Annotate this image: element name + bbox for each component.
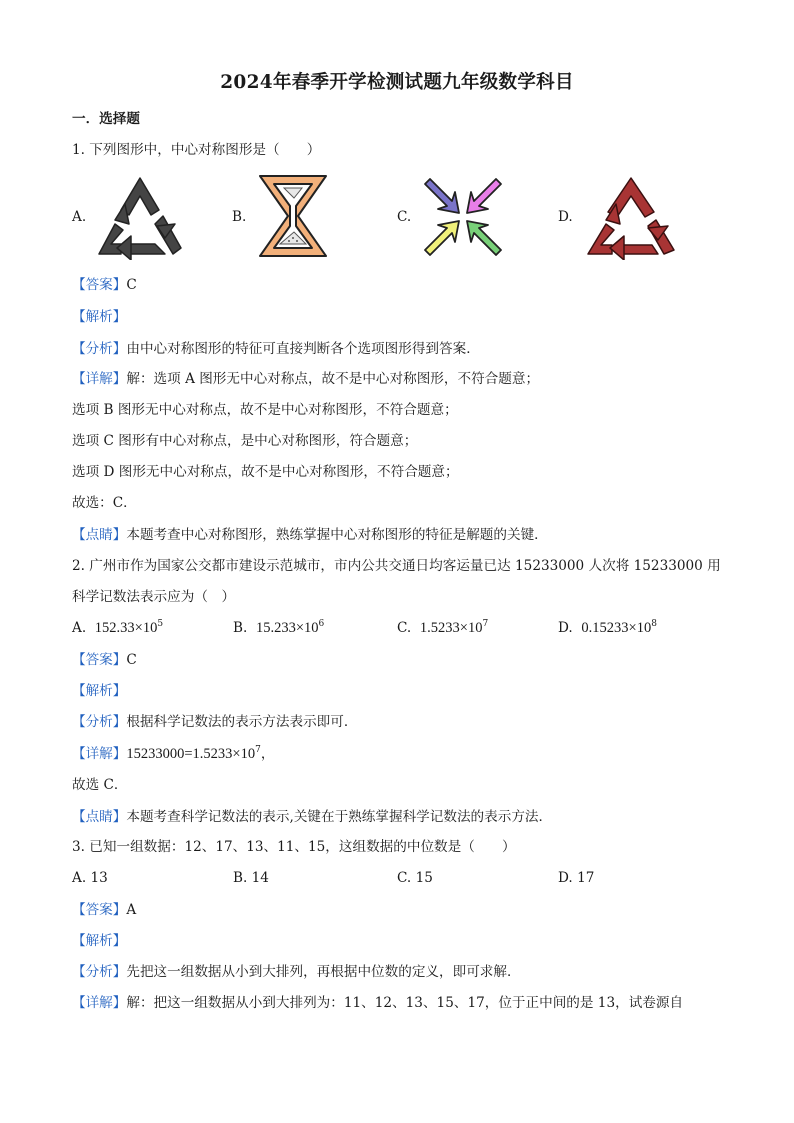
page-title: 2024年春季开学检测试题九年级数学科目 (220, 72, 574, 93)
option-letter: A. (72, 620, 87, 636)
fenxi-tag: 【分析】 (72, 341, 127, 357)
detail-text: 解：把这一组数据从小到大排列为：11、12、13、15、17，位于正中间的是 13，试卷源自 (126, 995, 684, 1011)
answer-value: C (126, 652, 137, 668)
hourglass-icon (256, 172, 330, 260)
detail-tag: 【详解】 (72, 746, 127, 762)
q2-option-b (233, 620, 324, 637)
fenxi-text: 根据科学记数法的表示方法表示即可． (126, 714, 358, 730)
option-base: 1.5233×10 (419, 620, 483, 636)
question-2-stem-cont: 科学记数法表示应为（ ） (72, 589, 236, 605)
option-letter: A. (72, 870, 87, 886)
q3-option-a (72, 870, 108, 886)
answer-tag: 【答案】 (72, 277, 127, 293)
q2-option-c (397, 620, 488, 637)
q1-comment (72, 526, 548, 544)
answer-tag: 【答案】 (72, 652, 127, 668)
q3-analysis-tag: 【解析】 (72, 933, 127, 949)
option-letter: D. (558, 870, 573, 886)
option-base: 152.33×10 (94, 620, 158, 636)
comment-text: 本题考查科学记数法的表示,关键在于熟练掌握科学记数法的表示方法． (126, 809, 553, 825)
option-value: 14 (251, 870, 269, 886)
fenxi-text: 由中心对称图形的特征可直接判断各个选项图形得到答案． (126, 341, 480, 357)
q3-option-c (397, 870, 433, 886)
detail-tag: 【详解】 (72, 995, 127, 1011)
q2-analysis-tag: 【解析】 (72, 683, 127, 699)
q3-detail (72, 994, 683, 1012)
detail-text: 解：选项 A 图形无中心对称点，故不是中心对称图形，不符合题意； (126, 371, 540, 387)
q1-detail-line: 选项 B 图形无中心对称点，故不是中心对称图形，不符合题意； (72, 402, 458, 418)
option-exponent: 6 (318, 619, 325, 629)
q1-detail-line: 选项 D 图形无中心对称点，故不是中心对称图形，不符合题意； (72, 464, 459, 480)
q1-fenxi (72, 340, 480, 358)
detail-tag: 【详解】 (72, 371, 127, 387)
q2-comment (72, 808, 552, 826)
answer-value: C (126, 277, 137, 293)
question-3-stem: 3. 已知一组数据：12、17、13、11、15，这组数据的中位数是（ ） (72, 839, 516, 855)
detail-base: 15233000=1.5233×10 (126, 746, 256, 762)
detail-end: ， (260, 746, 275, 762)
q1-analysis-tag: 【解析】 (72, 309, 127, 325)
q3-option-b (233, 870, 269, 886)
option-exponent: 5 (157, 619, 164, 629)
fenxi-tag: 【分析】 (72, 964, 127, 980)
q2-conclusion: 故选 C． (72, 777, 128, 793)
option-value: 15 (415, 870, 433, 886)
q2-answer (72, 651, 137, 669)
q2-option-a (72, 620, 163, 637)
option-exponent: 7 (482, 619, 489, 629)
q1-option-a-label: A. (72, 209, 87, 225)
detail-exponent: 7 (255, 745, 261, 755)
option-letter: B. (233, 620, 248, 636)
fenxi-text: 先把这一组数据从小到大排列，再根据中位数的定义，即可求解． (126, 964, 521, 980)
q1-option-b-label: B. (232, 209, 247, 225)
answer-tag: 【答案】 (72, 902, 127, 918)
question-1-stem: 1. 下列图形中，中心对称图形是（ ） (72, 142, 321, 158)
answer-value: A (126, 902, 137, 918)
q1-option-c-label: C. (397, 209, 412, 225)
q1-answer (72, 276, 137, 294)
option-base: 15.233×10 (255, 620, 319, 636)
option-letter: C. (397, 620, 412, 636)
option-letter: B. (233, 870, 248, 886)
option-value: 17 (577, 870, 595, 886)
q2-detail (72, 745, 274, 763)
four-arrows-inward-icon (422, 176, 504, 258)
option-letter: D. (558, 620, 573, 636)
option-exponent: 8 (651, 619, 657, 629)
q3-option-d (558, 870, 594, 886)
q1-detail-line: 选项 C 图形有中心对称点，是中心对称图形，符合题意； (72, 433, 418, 449)
q2-option-d (558, 620, 657, 637)
option-letter: C. (397, 870, 412, 886)
recycle-triangle-dark-icon (95, 174, 185, 260)
fenxi-tag: 【分析】 (72, 714, 127, 730)
comment-tag: 【点睛】 (72, 809, 127, 825)
comment-tag: 【点睛】 (72, 527, 127, 543)
q3-fenxi (72, 963, 521, 981)
recycle-triangle-red-icon (584, 174, 678, 260)
question-2-stem: 2. 广州市作为国家公交都市建设示范城市，市内公共交通日均客运量已达 15233000 人次将 15233000 用 (72, 558, 721, 574)
option-value: 13 (90, 870, 108, 886)
option-base: 0.15233×10 (581, 620, 652, 636)
q3-answer (72, 901, 136, 919)
section-heading: 一．选择题 (72, 111, 140, 127)
q1-detail (72, 370, 539, 388)
q1-conclusion: 故选：C． (72, 495, 137, 511)
q1-option-d-label: D. (558, 209, 573, 225)
q2-fenxi (72, 713, 357, 731)
comment-text: 本题考查中心对称图形，熟练掌握中心对称图形的特征是解题的关键． (126, 527, 548, 543)
